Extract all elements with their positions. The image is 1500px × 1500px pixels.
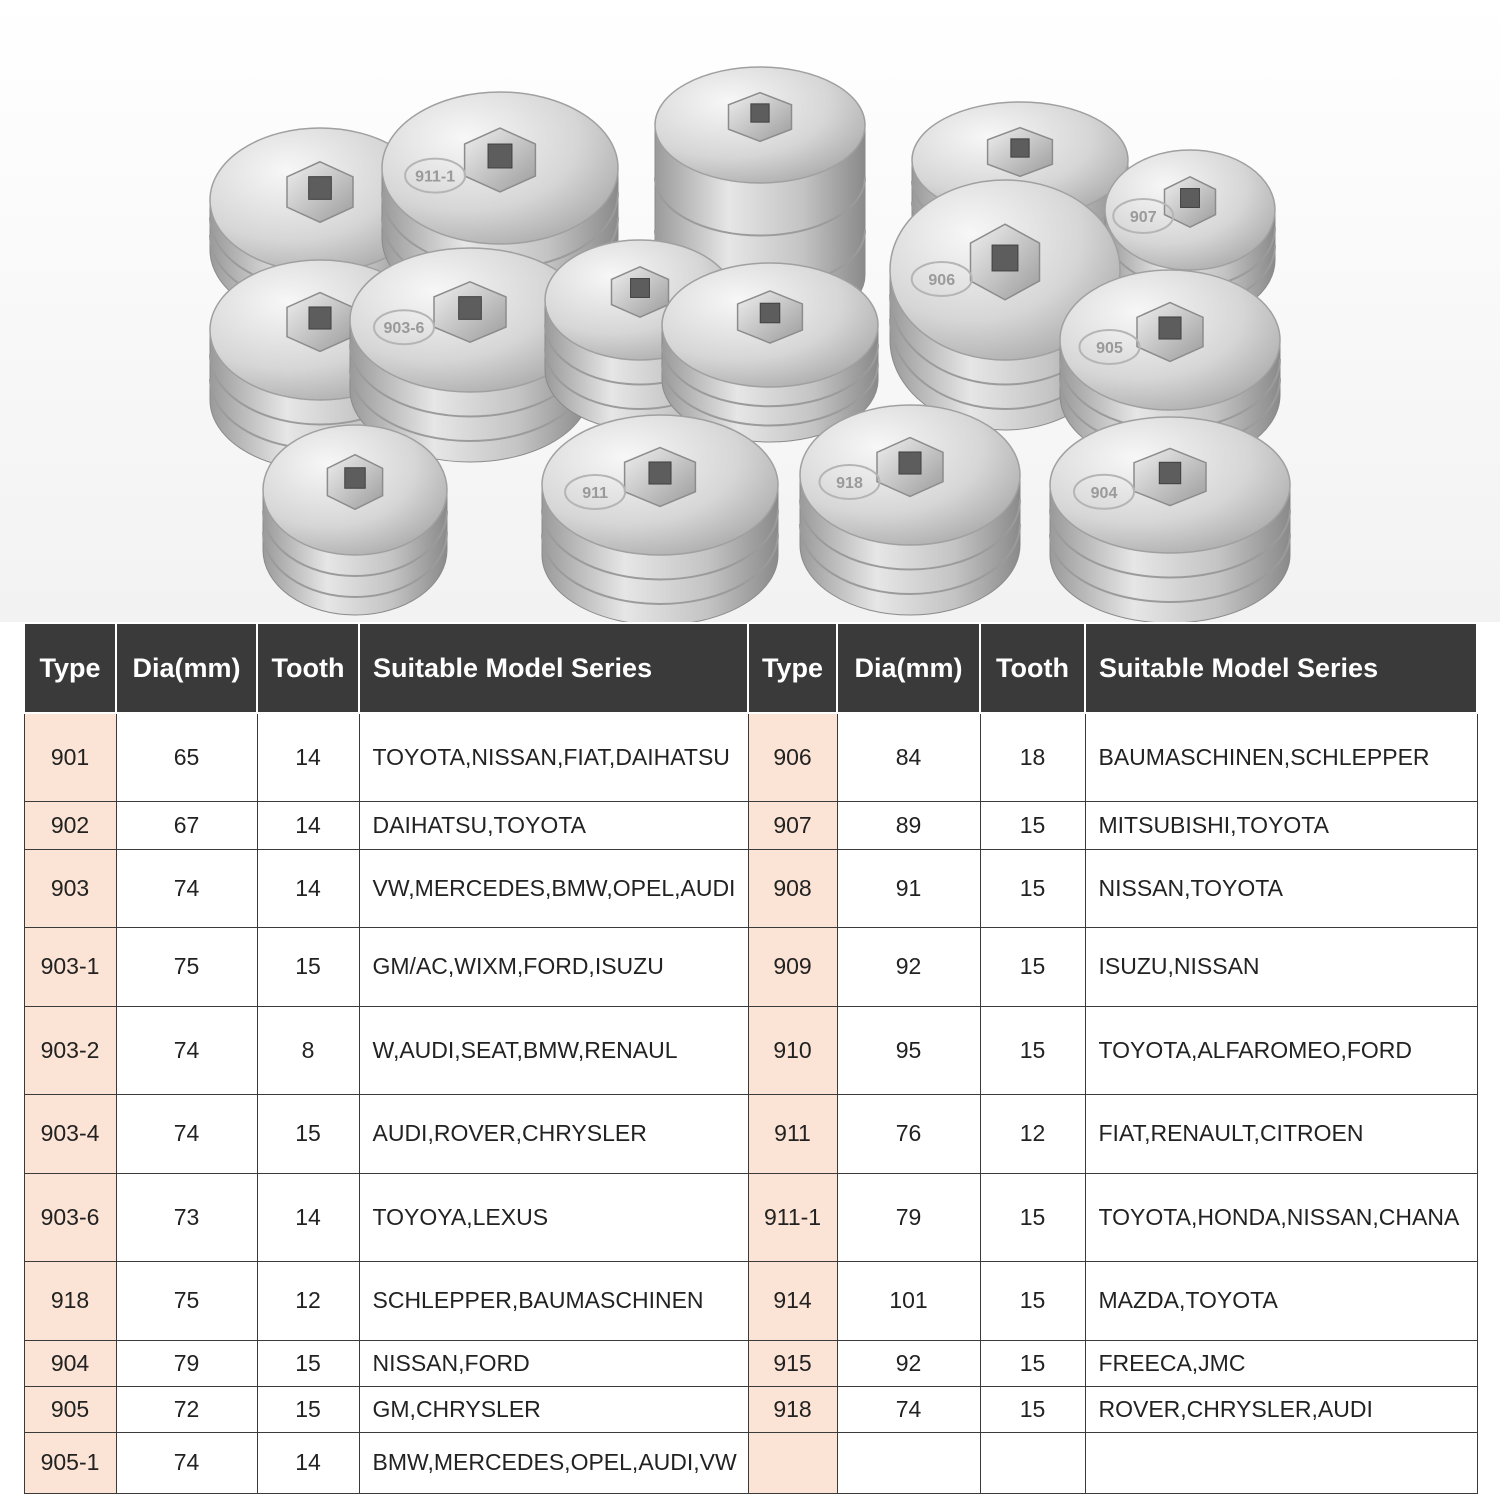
right-dia-cell xyxy=(837,1432,980,1493)
left-series-cell: SCHLEPPER,BAUMASCHINEN xyxy=(359,1261,748,1340)
header-tooth: Tooth xyxy=(980,623,1085,713)
table-row xyxy=(24,713,1477,801)
right-series-cell xyxy=(1085,1432,1477,1493)
left-dia-cell: 74 xyxy=(116,1432,257,1493)
left-tooth-cell: 14 xyxy=(257,713,359,801)
table-header-row xyxy=(24,623,1477,713)
right-type-cell: 918 xyxy=(748,1386,837,1432)
right-type-cell xyxy=(748,1432,837,1493)
right-series-cell: ISUZU,NISSAN xyxy=(1085,927,1477,1006)
header-series: Suitable Model Series xyxy=(359,623,748,713)
right-dia-cell: 92 xyxy=(837,1340,980,1386)
right-type-cell: 907 xyxy=(748,801,837,849)
right-tooth-cell: 15 xyxy=(980,927,1085,1006)
left-type-cell: 903 xyxy=(24,849,116,927)
left-tooth-cell: 12 xyxy=(257,1261,359,1340)
table-row xyxy=(24,1173,1477,1261)
right-type-cell: 909 xyxy=(748,927,837,1006)
left-series-cell: W,AUDI,SEAT,BMW,RENAUL xyxy=(359,1006,748,1094)
left-tooth-cell: 15 xyxy=(257,927,359,1006)
right-series-cell: FREECA,JMC xyxy=(1085,1340,1477,1386)
right-tooth-cell xyxy=(980,1432,1085,1493)
left-type-cell: 905-1 xyxy=(24,1432,116,1493)
left-dia-cell: 74 xyxy=(116,1006,257,1094)
right-dia-cell: 74 xyxy=(837,1386,980,1432)
right-series-cell: MITSUBISHI,TOYOTA xyxy=(1085,801,1477,849)
cap-label: 907 xyxy=(1129,209,1157,226)
left-series-cell: VW,MERCEDES,BMW,OPEL,AUDI xyxy=(359,849,748,927)
left-series-cell: DAIHATSU,TOYOTA xyxy=(359,801,748,849)
table-row xyxy=(24,1261,1477,1340)
right-type-cell: 906 xyxy=(748,713,837,801)
left-dia-cell: 74 xyxy=(116,1094,257,1173)
right-tooth-cell: 15 xyxy=(980,1386,1085,1432)
right-series-cell: TOYOTA,ALFAROMEO,FORD xyxy=(1085,1006,1477,1094)
left-dia-cell: 75 xyxy=(116,927,257,1006)
filter-cap xyxy=(1050,417,1290,622)
left-series-cell: NISSAN,FORD xyxy=(359,1340,748,1386)
left-series-cell: AUDI,ROVER,CHRYSLER xyxy=(359,1094,748,1173)
cap-label: 905 xyxy=(1096,340,1123,357)
left-type-cell: 903-6 xyxy=(24,1173,116,1261)
right-type-cell: 911-1 xyxy=(748,1173,837,1261)
right-type-cell: 914 xyxy=(748,1261,837,1340)
product-photo xyxy=(0,0,1500,622)
right-series-cell: ROVER,CHRYSLER,AUDI xyxy=(1085,1386,1477,1432)
right-tooth-cell: 18 xyxy=(980,713,1085,801)
left-dia-cell: 72 xyxy=(116,1386,257,1432)
left-type-cell: 918 xyxy=(24,1261,116,1340)
left-dia-cell: 74 xyxy=(116,849,257,927)
right-dia-cell: 91 xyxy=(837,849,980,927)
left-dia-cell: 73 xyxy=(116,1173,257,1261)
left-tooth-cell: 14 xyxy=(257,1432,359,1493)
left-tooth-cell: 15 xyxy=(257,1094,359,1173)
left-tooth-cell: 8 xyxy=(257,1006,359,1094)
table-row xyxy=(24,1094,1477,1173)
left-series-cell: GM/AC,WIXM,FORD,ISUZU xyxy=(359,927,748,1006)
right-dia-cell: 92 xyxy=(837,927,980,1006)
left-tooth-cell: 14 xyxy=(257,801,359,849)
left-type-cell: 903-4 xyxy=(24,1094,116,1173)
left-tooth-cell: 14 xyxy=(257,849,359,927)
right-tooth-cell: 15 xyxy=(980,1006,1085,1094)
cap-label: 918 xyxy=(836,475,863,492)
right-type-cell: 915 xyxy=(748,1340,837,1386)
right-series-cell: NISSAN,TOYOTA xyxy=(1085,849,1477,927)
right-dia-cell: 89 xyxy=(837,801,980,849)
header-type: Type xyxy=(24,623,116,713)
left-dia-cell: 67 xyxy=(116,801,257,849)
left-type-cell: 903-1 xyxy=(24,927,116,1006)
left-type-cell: 903-2 xyxy=(24,1006,116,1094)
filter-cap xyxy=(800,405,1020,615)
left-series-cell: BMW,MERCEDES,OPEL,AUDI,VW xyxy=(359,1432,748,1493)
cap-label: 904 xyxy=(1090,484,1118,502)
right-dia-cell: 84 xyxy=(837,713,980,801)
cap-label: 906 xyxy=(928,272,956,289)
table-row xyxy=(24,849,1477,927)
table-row xyxy=(24,1006,1477,1094)
right-dia-cell: 101 xyxy=(837,1261,980,1340)
right-tooth-cell: 15 xyxy=(980,849,1085,927)
right-series-cell: BAUMASCHINEN,SCHLEPPER xyxy=(1085,713,1477,801)
header-series: Suitable Model Series xyxy=(1085,623,1477,713)
cap-label: 903-6 xyxy=(383,320,425,338)
filter-cap xyxy=(662,263,878,442)
right-series-cell: TOYOTA,HONDA,NISSAN,CHANA xyxy=(1085,1173,1477,1261)
header-dia: Dia(mm) xyxy=(116,623,257,713)
left-tooth-cell: 15 xyxy=(257,1340,359,1386)
right-tooth-cell: 15 xyxy=(980,1173,1085,1261)
right-tooth-cell: 12 xyxy=(980,1094,1085,1173)
right-dia-cell: 95 xyxy=(837,1006,980,1094)
header-type: Type xyxy=(748,623,837,713)
table-row xyxy=(24,1386,1477,1432)
table-row xyxy=(24,1340,1477,1386)
right-tooth-cell: 15 xyxy=(980,801,1085,849)
right-series-cell: FIAT,RENAULT,CITROEN xyxy=(1085,1094,1477,1173)
right-tooth-cell: 15 xyxy=(980,1340,1085,1386)
table-row xyxy=(24,801,1477,849)
left-dia-cell: 75 xyxy=(116,1261,257,1340)
spec-table xyxy=(23,622,1478,1494)
header-dia: Dia(mm) xyxy=(837,623,980,713)
left-type-cell: 901 xyxy=(24,713,116,801)
left-series-cell: TOYOTA,NISSAN,FIAT,DAIHATSU xyxy=(359,713,748,801)
filter-cap xyxy=(542,415,778,622)
left-type-cell: 905 xyxy=(24,1386,116,1432)
left-dia-cell: 79 xyxy=(116,1340,257,1386)
left-series-cell: TOYOYA,LEXUS xyxy=(359,1173,748,1261)
filter-cap xyxy=(263,425,447,615)
left-series-cell: GM,CHRYSLER xyxy=(359,1386,748,1432)
right-type-cell: 910 xyxy=(748,1006,837,1094)
cap-label: 911 xyxy=(582,485,609,502)
left-tooth-cell: 14 xyxy=(257,1173,359,1261)
left-tooth-cell: 15 xyxy=(257,1386,359,1432)
right-dia-cell: 76 xyxy=(837,1094,980,1173)
table-row xyxy=(24,1432,1477,1493)
right-series-cell: MAZDA,TOYOTA xyxy=(1085,1261,1477,1340)
right-dia-cell: 79 xyxy=(837,1173,980,1261)
left-type-cell: 904 xyxy=(24,1340,116,1386)
cap-label: 911-1 xyxy=(415,168,456,186)
table-row xyxy=(24,927,1477,1006)
right-type-cell: 911 xyxy=(748,1094,837,1173)
left-dia-cell: 65 xyxy=(116,713,257,801)
header-tooth: Tooth xyxy=(257,623,359,713)
left-type-cell: 902 xyxy=(24,801,116,849)
right-tooth-cell: 15 xyxy=(980,1261,1085,1340)
right-type-cell: 908 xyxy=(748,849,837,927)
